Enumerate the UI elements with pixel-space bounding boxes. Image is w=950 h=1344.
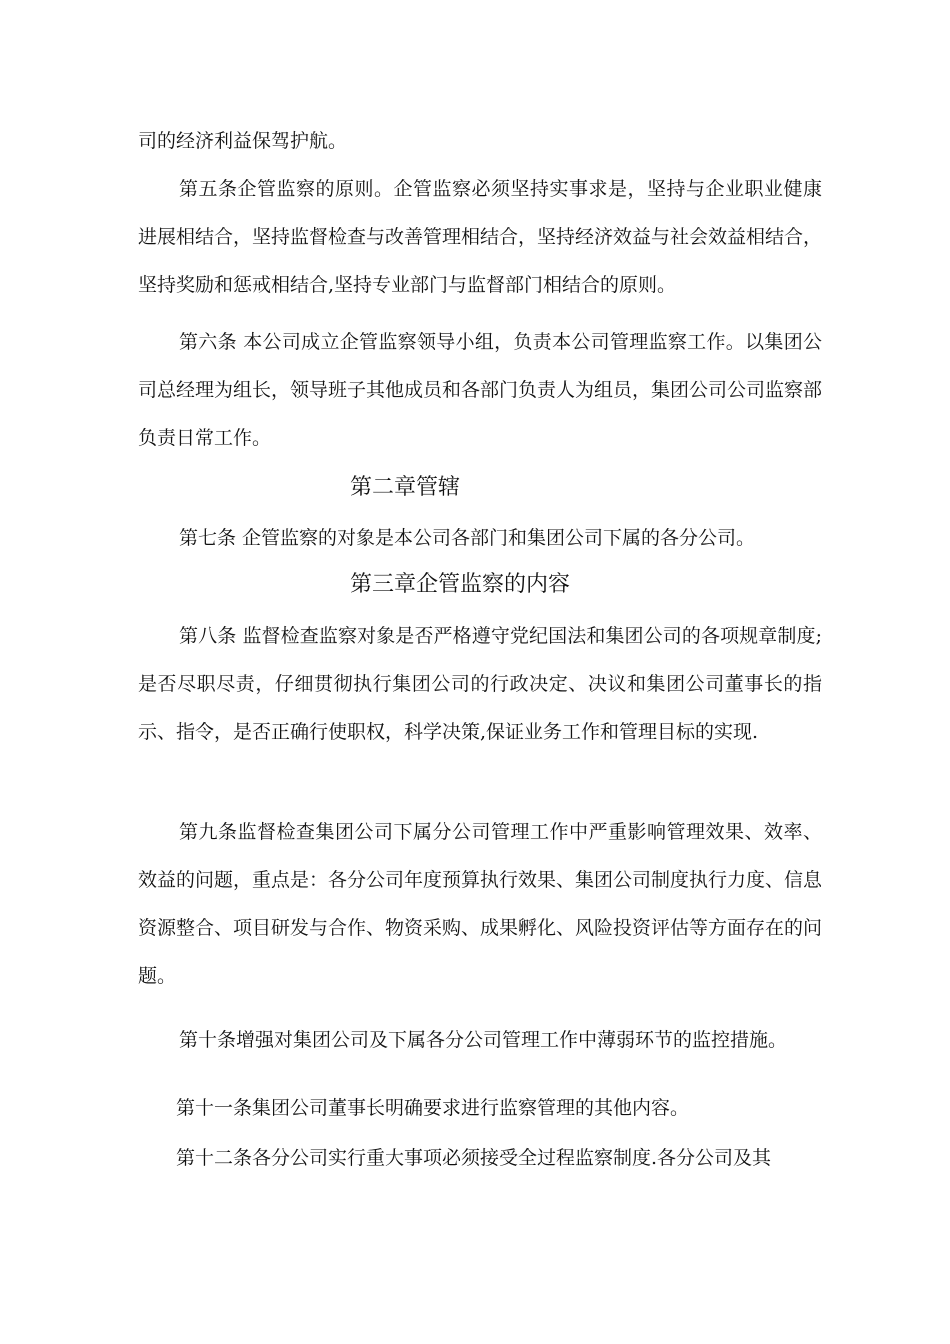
paragraph-article-6: 第六条 本公司成立企管监察领导小组，负责本公司管理监察工作。以集团公司总经理为组长，领导班子其他成员和各部门负责人为组员，集团公司公司监察部负责日常工作。 (138, 331, 823, 449)
paragraph-article-10: 第十条增强对集团公司及下属各分公司管理工作中薄弱环节的监控措施。 (179, 1029, 788, 1051)
chapter-3-heading: 第三章企管监察的内容 (350, 572, 571, 597)
chapter-2-heading: 第二章管辖 (350, 475, 461, 500)
paragraph-article-9: 第九条监督检查集团公司下属分公司管理工作中严重影响管理效果、效率、效益的问题，重点是：各分公司年度预算执行效果、集团公司制度执行力度、信息资源整合、项目研发与合作、物资采购、成果孵化、风险投资评估等方面存在的问题。 (138, 821, 823, 987)
paragraph-article-11: 第十一条集团公司董事长明确要求进行监察管理的其他内容。 (176, 1097, 690, 1119)
paragraph-article-8: 第八条 监督检查监察对象是否严格遵守党纪国法和集团公司的各项规章制度;是否尽职尽责，仔细贯彻执行集团公司的行政决定、决议和集团公司董事长的指示、指令，是否正确行使职权，科学决策,保证业务工作和管理目标的实现. (138, 625, 822, 743)
paragraph-continuation: 司的经济利益保驾护航。 (138, 130, 348, 152)
paragraph-article-12: 第十二条各分公司实行重大事项必须接受全过程监察制度.各分公司及其 (176, 1147, 772, 1169)
paragraph-article-7: 第七条 企管监察的对象是本公司各部门和集团公司下属的各分公司。 (179, 527, 756, 549)
paragraph-article-5: 第五条企管监察的原则。企管监察必须坚持实事求是，坚持与企业职业健康进展相结合，坚持监督检查与改善管理相结合，坚持经济效益与社会效益相结合，坚持奖励和惩戒相结合,坚持专业部门与监督部门相结合的原则。 (138, 178, 823, 296)
